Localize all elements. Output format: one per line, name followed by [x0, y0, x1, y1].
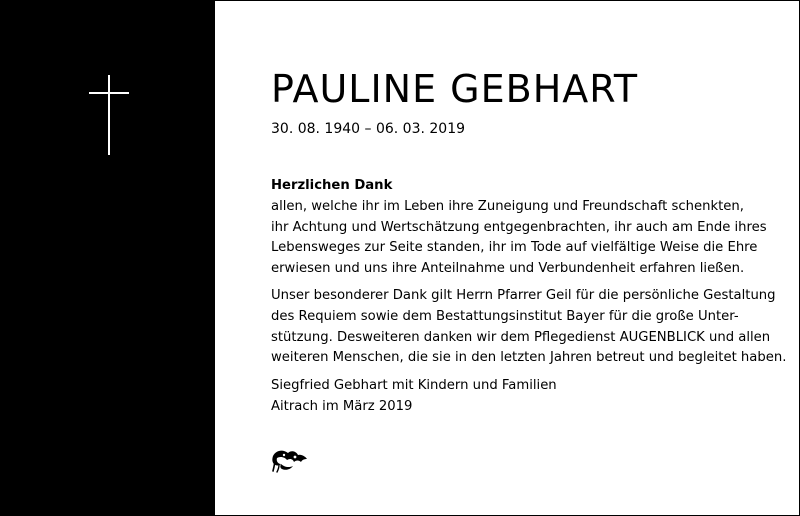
special-thanks-line: des Requiem sowie dem Bestattungsinstitut Bayer für die große Unter-	[271, 308, 739, 324]
black-side-panel	[0, 0, 215, 516]
special-thanks-line: stützung. Desweiteren danken wir dem Pflegedienst AUGENBLICK und allen	[271, 329, 771, 345]
deceased-name: PAULINE GEBHART	[271, 67, 639, 111]
cross-icon	[89, 75, 129, 155]
thanks-line: ihr Achtung und Wertschätzung entgegenbrachten, ihr auch am Ende ihres	[271, 219, 767, 235]
floral-ornament-icon	[271, 447, 309, 473]
special-thanks-paragraph	[271, 286, 786, 369]
special-thanks-line: weiteren Menschen, die sie in den letzten Jahren betreut und begleitet haben.	[271, 350, 787, 366]
thanks-line: Lebensweges zur Seite standen, ihr im Tode auf vielfältige Weise die Ehre	[271, 240, 758, 256]
life-dates: 30. 08. 1940 – 06. 03. 2019	[271, 121, 466, 137]
special-thanks-line: Unser besonderer Dank gilt Herrn Pfarrer Geil für die persönliche Gestaltung	[271, 288, 776, 303]
thanks-line: erwiesen und uns ihre Anteilnahme und Verbundenheit erfahren ließen.	[271, 261, 745, 277]
signature-block	[271, 376, 557, 418]
signature-place-date: Aitrach im März 2019	[271, 398, 413, 414]
thanks-paragraph	[271, 176, 767, 280]
thanks-heading: Herzlichen Dank	[271, 178, 393, 193]
signature-family: Siegfried Gebhart mit Kindern und Familien	[271, 378, 557, 393]
thanks-line: allen, welche ihr im Leben ihre Zuneigung und Freundschaft schenkten,	[271, 198, 744, 214]
